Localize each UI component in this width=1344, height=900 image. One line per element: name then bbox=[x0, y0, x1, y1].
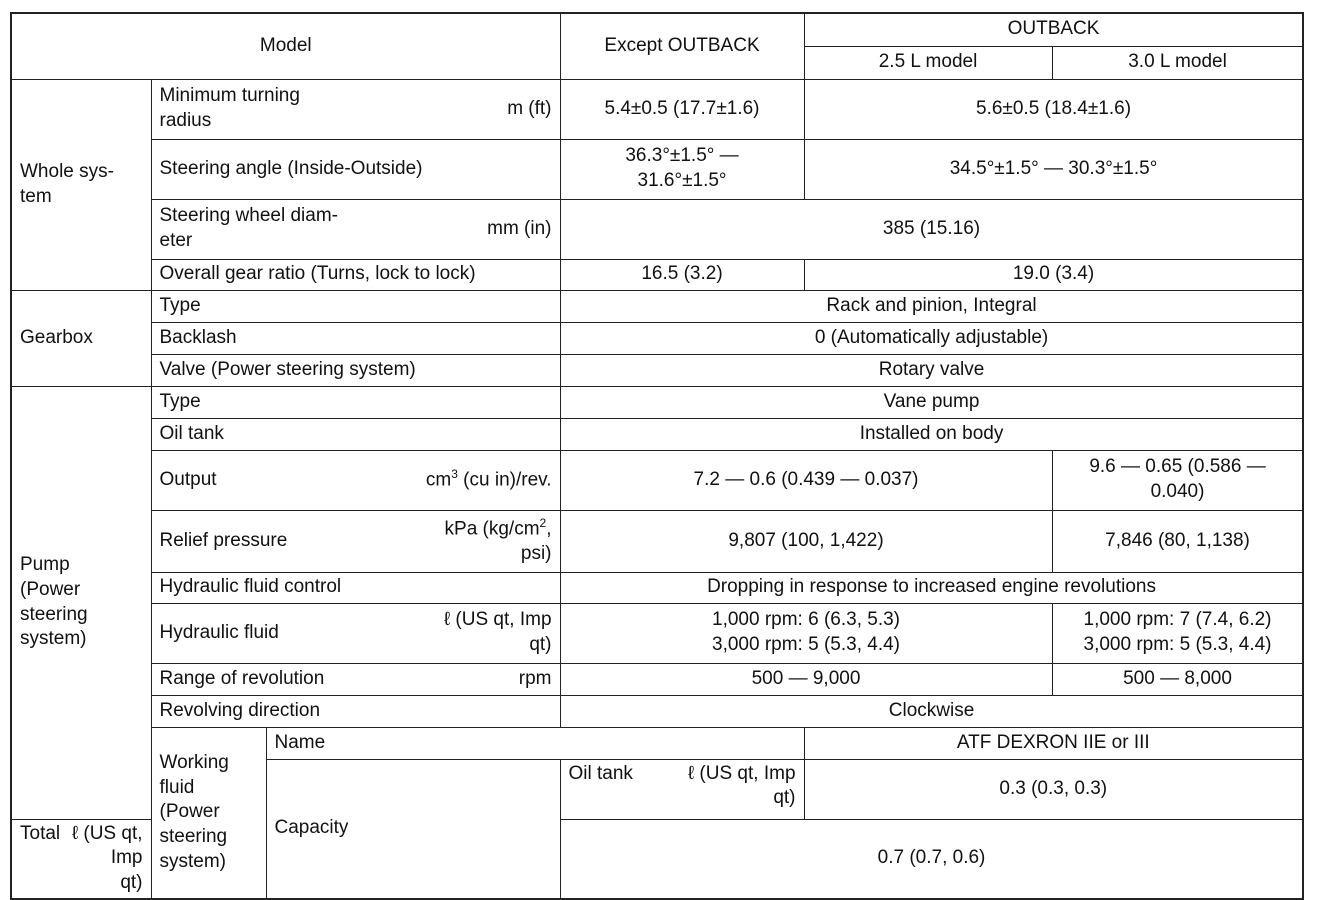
group-whole-system bbox=[11, 79, 151, 290]
table-row bbox=[11, 354, 1303, 386]
steering-angle-label: Steering angle (Inside-Outside) bbox=[159, 157, 423, 179]
capacity-oil-tank-value-text: 0.3 (0.3, 0.3) bbox=[999, 777, 1108, 799]
range-of-revolution-unit: rpm bbox=[518, 667, 552, 689]
row-label-range-of-revolution bbox=[151, 663, 560, 695]
revolving-direction-value bbox=[560, 695, 1303, 727]
oil-tank-value bbox=[560, 418, 1303, 450]
row-label-fluid-name bbox=[266, 727, 804, 759]
output-label: Output bbox=[159, 468, 217, 490]
output-unit-sup: 3 bbox=[451, 466, 458, 481]
group-whole-system-text: Whole sys- tem bbox=[20, 160, 114, 207]
valve-label: Valve (Power steering system) bbox=[159, 358, 416, 380]
output-unit-suffix: (cu in)/rev. bbox=[457, 469, 552, 491]
steering-wheel-diameter-label: Steering wheel diam- eter bbox=[159, 205, 338, 251]
range-of-revolution-30l bbox=[1052, 663, 1303, 695]
row-label-valve bbox=[151, 354, 560, 386]
pump-type-label: Type bbox=[159, 390, 201, 412]
overall-gear-ratio-outback bbox=[804, 259, 1303, 290]
min-turning-radius-unit: m (ft) bbox=[507, 97, 552, 119]
output-unit bbox=[426, 467, 552, 493]
capacity-oil-tank-unit: ℓ (US qt, Imp qt) bbox=[688, 762, 796, 809]
pump-type-value-text: Vane pump bbox=[883, 390, 980, 412]
hydraulic-fluid-unit: ℓ (US qt, Imp qt) bbox=[444, 609, 552, 655]
row-label-output bbox=[151, 450, 560, 510]
group-pump-text: Pump (Power steering system) bbox=[20, 554, 88, 650]
revolving-direction-value-text: Clockwise bbox=[888, 699, 975, 721]
header-model-text: Model bbox=[259, 34, 312, 56]
gearbox-type-value-text: Rack and pinion, Integral bbox=[826, 294, 1037, 316]
header-except-outback-text: Except OUTBACK bbox=[604, 34, 760, 56]
steering-wheel-diameter-unit: mm (in) bbox=[487, 217, 552, 239]
header-30l-model bbox=[1052, 46, 1303, 79]
capacity-oil-tank-label: Oil tank bbox=[568, 762, 633, 784]
row-label-revolving-direction bbox=[151, 695, 560, 727]
min-turning-radius-outback-text: 5.6±0.5 (18.4±1.6) bbox=[976, 97, 1132, 119]
table-row bbox=[11, 663, 1303, 695]
hydraulic-fluid-control-value-text: Dropping in response to increased engine revolutions bbox=[707, 576, 1156, 598]
overall-gear-ratio-except bbox=[560, 259, 804, 290]
relief-pressure-main bbox=[560, 510, 1052, 572]
min-turning-radius-except-text: 5.4±0.5 (17.7±1.6) bbox=[604, 97, 760, 119]
revolving-direction-label: Revolving direction bbox=[159, 699, 321, 721]
row-label-hydraulic-fluid-control bbox=[151, 572, 560, 603]
hydraulic-fluid-30l bbox=[1052, 603, 1303, 663]
steering-wheel-diameter-value bbox=[560, 199, 1303, 259]
header-outback-text: OUTBACK bbox=[1007, 18, 1100, 40]
capacity-total-label: Total bbox=[20, 822, 61, 844]
group-gearbox-text: Gearbox bbox=[20, 326, 93, 348]
oil-tank-value-text: Installed on body bbox=[859, 422, 1004, 444]
row-label-steering-angle bbox=[151, 139, 560, 199]
group-pump bbox=[11, 386, 151, 819]
hydraulic-fluid-main bbox=[560, 603, 1052, 663]
row-label-capacity bbox=[266, 759, 560, 899]
relief-pressure-label: Relief pressure bbox=[159, 529, 288, 551]
group-gearbox bbox=[11, 290, 151, 386]
fluid-name-label: Name bbox=[274, 731, 326, 753]
output-main bbox=[560, 450, 1052, 510]
range-of-revolution-30l-text: 500 — 8,000 bbox=[1123, 667, 1232, 689]
output-30l-text: 9.6 — 0.65 (0.586 — 0.040) bbox=[1089, 456, 1266, 502]
steering-wheel-diameter-value-text: 385 (15.16) bbox=[882, 217, 981, 239]
header-model bbox=[11, 13, 560, 79]
row-label-hydraulic-fluid bbox=[151, 603, 560, 663]
steering-angle-outback-text: 34.5°±1.5° — 30.3°±1.5° bbox=[949, 157, 1158, 179]
table-row bbox=[11, 139, 1303, 199]
min-turning-radius-outback bbox=[804, 79, 1303, 139]
table-row bbox=[11, 418, 1303, 450]
valve-value bbox=[560, 354, 1303, 386]
hydraulic-fluid-30l-text: 1,000 rpm: 7 (7.4, 6.2) 3,000 rpm: 5 (5.3, 4.4) bbox=[1083, 609, 1272, 655]
min-turning-radius-except bbox=[560, 79, 804, 139]
row-label-overall-gear-ratio bbox=[151, 259, 560, 290]
range-of-revolution-main-text: 500 — 9,000 bbox=[751, 667, 861, 689]
row-label-steering-wheel-diameter bbox=[151, 199, 560, 259]
row-label-oil-tank bbox=[151, 418, 560, 450]
oil-tank-label: Oil tank bbox=[159, 422, 224, 444]
row-label-relief-pressure bbox=[151, 510, 560, 572]
relief-pressure-main-text: 9,807 (100, 1,422) bbox=[728, 529, 884, 551]
backlash-value-text: 0 (Automatically adjustable) bbox=[814, 326, 1049, 348]
row-label-gearbox-type bbox=[151, 290, 560, 322]
steering-spec-table bbox=[10, 12, 1304, 900]
group-working-fluid-text: Working fluid (Power steering system) bbox=[159, 751, 229, 872]
relief-pressure-unit-prefix: kPa (kg/cm bbox=[444, 517, 540, 539]
output-30l bbox=[1052, 450, 1303, 510]
relief-pressure-unit-suffix: , psi) bbox=[520, 517, 552, 564]
table-row bbox=[11, 259, 1303, 290]
row-label-pump-type bbox=[151, 386, 560, 418]
overall-gear-ratio-outback-text: 19.0 (3.4) bbox=[1012, 263, 1095, 285]
group-working-fluid bbox=[151, 727, 266, 899]
table-row bbox=[11, 572, 1303, 603]
fluid-name-value-text: ATF DEXRON IIE or III bbox=[956, 731, 1150, 753]
range-of-revolution-main bbox=[560, 663, 1052, 695]
table-row bbox=[11, 510, 1303, 572]
capacity-total-unit: ℓ (US qt, Imp qt) bbox=[71, 822, 143, 893]
table-row bbox=[11, 79, 1303, 139]
row-label-capacity-total bbox=[11, 819, 151, 899]
table-row bbox=[11, 290, 1303, 322]
relief-pressure-unit-sup: 2 bbox=[539, 515, 547, 530]
range-of-revolution-label: Range of revolution bbox=[159, 667, 325, 689]
table-row bbox=[11, 322, 1303, 354]
valve-value-text: Rotary valve bbox=[878, 358, 985, 380]
pump-type-value bbox=[560, 386, 1303, 418]
table-row bbox=[11, 727, 1303, 759]
table-row bbox=[11, 695, 1303, 727]
steering-angle-except-text: 36.3°±1.5° — 31.6°±1.5° bbox=[625, 145, 739, 191]
steering-angle-outback bbox=[804, 139, 1303, 199]
steering-angle-except bbox=[560, 139, 804, 199]
min-turning-radius-label: Minimum turning radius bbox=[159, 85, 300, 131]
header-outback bbox=[804, 13, 1303, 46]
hydraulic-fluid-main-text: 1,000 rpm: 6 (6.3, 5.3) 3,000 rpm: 5 (5.3, 4.4) bbox=[712, 609, 901, 655]
output-main-text: 7.2 — 0.6 (0.439 — 0.037) bbox=[693, 468, 919, 490]
hydraulic-fluid-control-label: Hydraulic fluid control bbox=[159, 576, 342, 598]
relief-pressure-unit bbox=[445, 516, 552, 567]
output-unit-prefix: cm bbox=[425, 469, 452, 491]
gearbox-type-label: Type bbox=[159, 294, 201, 316]
backlash-value bbox=[560, 322, 1303, 354]
backlash-label: Backlash bbox=[159, 326, 237, 348]
table-row bbox=[11, 199, 1303, 259]
capacity-oil-tank-value bbox=[804, 759, 1303, 819]
capacity-label: Capacity bbox=[274, 817, 349, 839]
row-label-capacity-oil-tank bbox=[560, 759, 804, 819]
table-row bbox=[11, 603, 1303, 663]
header-30l-model-text: 3.0 L model bbox=[1128, 51, 1227, 73]
header-25l-model bbox=[804, 46, 1052, 79]
capacity-total-value-text: 0.7 (0.7, 0.6) bbox=[877, 847, 986, 869]
capacity-total-value bbox=[560, 819, 1303, 899]
table-row bbox=[11, 450, 1303, 510]
hydraulic-fluid-label: Hydraulic fluid bbox=[159, 621, 279, 643]
fluid-name-value bbox=[804, 727, 1303, 759]
hydraulic-fluid-control-value bbox=[560, 572, 1303, 603]
row-label-backlash bbox=[151, 322, 560, 354]
overall-gear-ratio-except-text: 16.5 (3.2) bbox=[641, 263, 723, 285]
header-25l-model-text: 2.5 L model bbox=[878, 51, 978, 73]
overall-gear-ratio-label: Overall gear ratio (Turns, lock to lock) bbox=[159, 263, 476, 285]
header-except-outback bbox=[560, 13, 804, 79]
relief-pressure-30l bbox=[1052, 510, 1303, 572]
row-label-min-turning-radius bbox=[151, 79, 560, 139]
table-row bbox=[11, 386, 1303, 418]
gearbox-type-value bbox=[560, 290, 1303, 322]
relief-pressure-30l-text: 7,846 (80, 1,138) bbox=[1105, 529, 1250, 551]
